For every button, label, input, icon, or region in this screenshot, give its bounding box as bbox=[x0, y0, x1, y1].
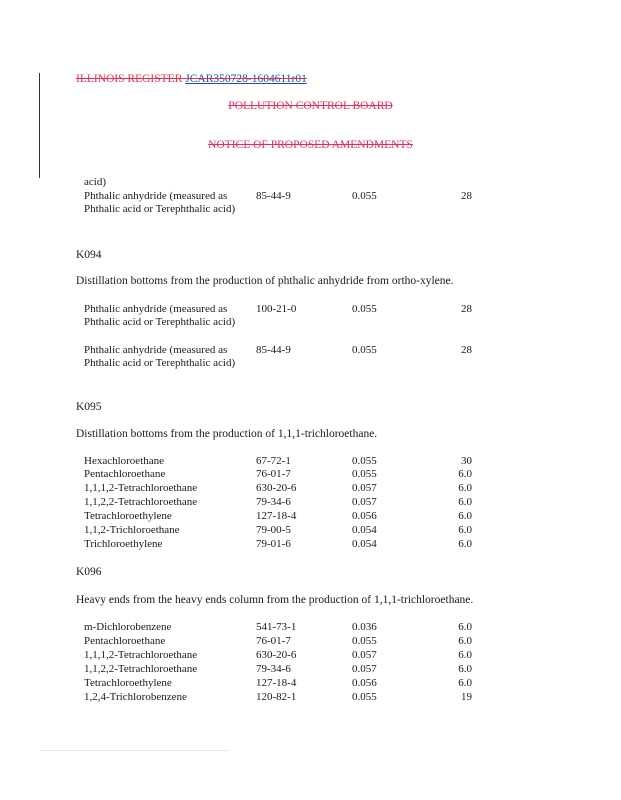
wastewater-standard: 0.055 bbox=[352, 635, 377, 647]
constituent-name: Phthalic anhydride (measured as Phthalic acid or Terephthalic acid) bbox=[84, 303, 236, 328]
constituent-name: 1,1,1,2-Tetrachloroethane bbox=[84, 649, 198, 661]
nonwastewater-standard: 19 bbox=[461, 691, 472, 703]
constituent-name: 1,2,4-Trichlorobenzene bbox=[84, 691, 187, 703]
cas-number: 85-44-9 bbox=[256, 344, 291, 356]
register-header bbox=[76, 73, 307, 85]
nonwastewater-standard: 6.0 bbox=[458, 510, 472, 522]
wastewater-standard: 0.055 bbox=[352, 344, 377, 356]
wastewater-standard: 0.057 bbox=[352, 663, 377, 675]
nonwastewater-standard: 6.0 bbox=[458, 677, 472, 689]
waste-description-k094: Distillation bottoms from the production of phthalic anhydride from ortho-xylene. bbox=[76, 275, 454, 287]
notice-header: NOTICE OF PROPOSED AMENDMENTS bbox=[208, 139, 413, 151]
cas-number: 100-21-0 bbox=[256, 303, 297, 315]
cas-number: 76-01-7 bbox=[256, 468, 291, 480]
nonwastewater-standard: 6.0 bbox=[458, 496, 472, 508]
constituent-name: 1,1,2,2-Tetrachloroethane bbox=[84, 663, 198, 675]
wastewater-standard: 0.057 bbox=[352, 496, 377, 508]
constituent-name: Hexachloroethane bbox=[84, 455, 165, 467]
waste-code-k095: K095 bbox=[76, 401, 102, 413]
board-header: POLLUTION CONTROL BOARD bbox=[228, 100, 393, 112]
constituent-name: 1,1,2-Trichloroethane bbox=[84, 524, 180, 536]
wastewater-standard: 0.036 bbox=[352, 621, 377, 633]
cas-number: 67-72-1 bbox=[256, 455, 291, 467]
cas-number: 630-20-6 bbox=[256, 482, 297, 494]
nonwastewater-standard: 6.0 bbox=[458, 621, 472, 633]
constituent-name: Pentachloroethane bbox=[84, 468, 166, 480]
waste-code-k096: K096 bbox=[76, 566, 102, 578]
cas-number: 79-34-6 bbox=[256, 663, 291, 675]
wastewater-standard: 0.055 bbox=[352, 190, 377, 202]
wastewater-standard: 0.056 bbox=[352, 677, 377, 689]
constituent-name: 1,1,1,2-Tetrachloroethane bbox=[84, 482, 198, 494]
constituent-name: acid) bbox=[84, 176, 106, 188]
waste-description-k095: Distillation bottoms from the production of 1,1,1-trichloroethane. bbox=[76, 428, 378, 440]
constituent-name: m-Dichlorobenzene bbox=[84, 621, 172, 633]
nonwastewater-standard: 6.0 bbox=[458, 635, 472, 647]
wastewater-standard: 0.055 bbox=[352, 303, 377, 315]
wastewater-standard: 0.057 bbox=[352, 482, 377, 494]
footer-divider bbox=[40, 750, 230, 751]
cas-number: 630-20-6 bbox=[256, 649, 297, 661]
nonwastewater-standard: 6.0 bbox=[458, 663, 472, 675]
nonwastewater-standard: 6.0 bbox=[458, 468, 472, 480]
wastewater-standard: 0.055 bbox=[352, 455, 377, 467]
constituent-name: Phthalic anhydride (measured as Phthalic acid or Terephthalic acid) bbox=[84, 344, 236, 369]
constituent-name: Tetrachloroethylene bbox=[84, 510, 172, 522]
cas-number: 79-34-6 bbox=[256, 496, 291, 508]
revision-margin-bar bbox=[39, 73, 40, 178]
wastewater-standard: 0.055 bbox=[352, 468, 377, 480]
constituent-name: Phthalic anhydride (measured as Phthalic acid or Terephthalic acid) bbox=[84, 190, 236, 215]
wastewater-standard: 0.057 bbox=[352, 649, 377, 661]
constituent-name: Trichloroethylene bbox=[84, 538, 163, 550]
cas-number: 127-18-4 bbox=[256, 677, 297, 689]
waste-description-k096: Heavy ends from the heavy ends column from the production of 1,1,1-trichloroethane. bbox=[76, 594, 474, 606]
wastewater-standard: 0.056 bbox=[352, 510, 377, 522]
cas-number: 76-01-7 bbox=[256, 635, 291, 647]
constituent-name: 1,1,2,2-Tetrachloroethane bbox=[84, 496, 198, 508]
cas-number: 127-18-4 bbox=[256, 510, 297, 522]
nonwastewater-standard: 30 bbox=[461, 455, 472, 467]
nonwastewater-standard: 6.0 bbox=[458, 649, 472, 661]
register-inserted-text: JCAR350728-1604611r01 bbox=[185, 73, 307, 85]
nonwastewater-standard: 28 bbox=[461, 190, 472, 202]
cas-number: 85-44-9 bbox=[256, 190, 291, 202]
cas-number: 79-00-5 bbox=[256, 524, 291, 536]
waste-code-k094: K094 bbox=[76, 249, 102, 261]
cas-number: 79-01-6 bbox=[256, 538, 291, 550]
wastewater-standard: 0.054 bbox=[352, 538, 377, 550]
register-struck-text: ILLINOIS REGISTER bbox=[76, 73, 183, 85]
wastewater-standard: 0.054 bbox=[352, 524, 377, 536]
wastewater-standard: 0.055 bbox=[352, 691, 377, 703]
nonwastewater-standard: 6.0 bbox=[458, 524, 472, 536]
nonwastewater-standard: 28 bbox=[461, 344, 472, 356]
constituent-name: Pentachloroethane bbox=[84, 635, 166, 647]
nonwastewater-standard: 6.0 bbox=[458, 538, 472, 550]
constituent-name: Tetrachloroethylene bbox=[84, 677, 172, 689]
cas-number: 120-82-1 bbox=[256, 691, 297, 703]
cas-number: 541-73-1 bbox=[256, 621, 297, 633]
nonwastewater-standard: 28 bbox=[461, 303, 472, 315]
nonwastewater-standard: 6.0 bbox=[458, 482, 472, 494]
